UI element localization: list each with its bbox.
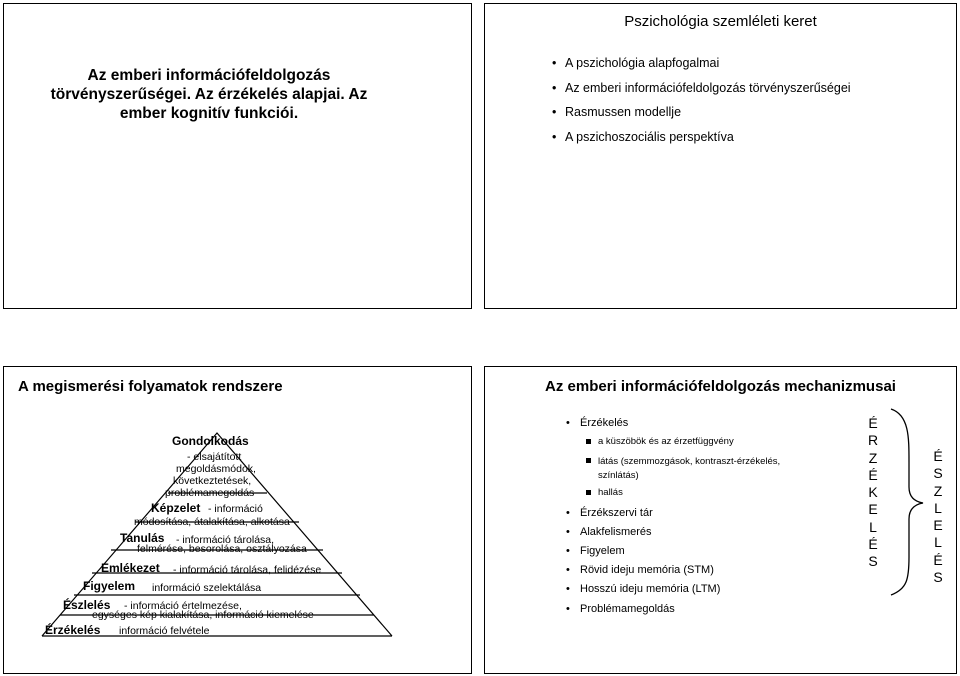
- slide-2-bullet-list: [565, 56, 851, 154]
- slide-3-title: A megismerési folyamatok rendszere: [18, 378, 283, 395]
- slide-2-title: Pszichológia szemléleti keret: [624, 13, 817, 30]
- slide-4-bullet: • Alakfelismerés: [580, 526, 795, 545]
- level-emlekezet: Emlékezet: [101, 561, 160, 575]
- slide-3: [3, 366, 472, 674]
- slide-1: [3, 3, 472, 309]
- level-desc: - információ tárolása,: [176, 534, 275, 546]
- level-kepzelet: Képzelet: [151, 501, 201, 515]
- level-desc: információ szelektálása: [152, 582, 262, 594]
- slide-4-bullet: • Rövid ideju memória (STM): [580, 564, 795, 583]
- level-figyelem: Figyelem: [83, 579, 136, 593]
- level-desc: - elsajátított: [187, 451, 242, 463]
- slide-2: [484, 3, 957, 309]
- slide-4-bullet: • Érzékszervi tár: [580, 507, 795, 526]
- level-desc: - információ tárolása, felidézése: [173, 564, 322, 576]
- slide-4-subbullet: látás (szemmozgások, kontraszt-érzékelés, színlátás): [598, 455, 813, 487]
- slide-4-subbullet: hallás: [598, 487, 813, 506]
- level-tanulas: Tanulás: [120, 531, 165, 545]
- level-desc: - információ: [208, 503, 263, 515]
- brace-shape: [887, 407, 927, 597]
- level-gondolkodas: Gondolkodás: [172, 434, 249, 448]
- level-eszleles: Észlelés: [63, 598, 111, 612]
- level-desc: felmérése, besorolása, osztályozása: [137, 543, 307, 555]
- slide-4-bullet-list: [580, 417, 795, 622]
- slide-4-bullet: • Érzékelés: [580, 417, 795, 436]
- level-desc: információ felvétele: [119, 625, 210, 637]
- level-desc: következtetések,: [173, 475, 252, 487]
- vertical-word-erzekeles: É R Z É K E L É S: [867, 415, 879, 570]
- level-desc: egységes kép kialakítása, információ kiemelése: [92, 609, 314, 621]
- vertical-word-eszleles: É S Z L E L É S: [933, 448, 943, 586]
- slide-2-bullet: • Rasmussen modellje: [565, 105, 851, 130]
- slide-4-bullet: • Problémamegoldás: [580, 603, 795, 622]
- level-desc: módosítása, átalakítása, alkotása: [134, 516, 290, 528]
- slide-4-subbullet: a küszöbök és az érzetfüggvény: [598, 436, 813, 455]
- level-desc: - információ értelmezése,: [124, 600, 242, 612]
- level-desc: megoldásmódok,: [176, 463, 256, 475]
- slide-4-title: Az emberi információfeldolgozás mechanizmusai: [545, 378, 896, 395]
- slide-4: [484, 366, 957, 674]
- slide-4-bullet: • Figyelem: [580, 545, 795, 564]
- slide-2-bullet: • Az emberi információfeldolgozás törvényszerűségei: [565, 81, 851, 106]
- slide-4-bullet: • Hosszú ideju memória (LTM): [580, 583, 795, 602]
- slide-2-bullet: • A pszichológia alapfogalmai: [565, 56, 851, 81]
- level-desc: problémamegoldás: [165, 487, 255, 499]
- slide-1-title: Az emberi információfeldolgozás törvényszerűségei. Az érzékelés alapjai. Az ember kognitív funkciói.: [50, 67, 368, 122]
- slide-2-bullet: • A pszichoszociális perspektíva: [565, 130, 851, 155]
- level-erzekeles: Érzékelés: [45, 623, 101, 637]
